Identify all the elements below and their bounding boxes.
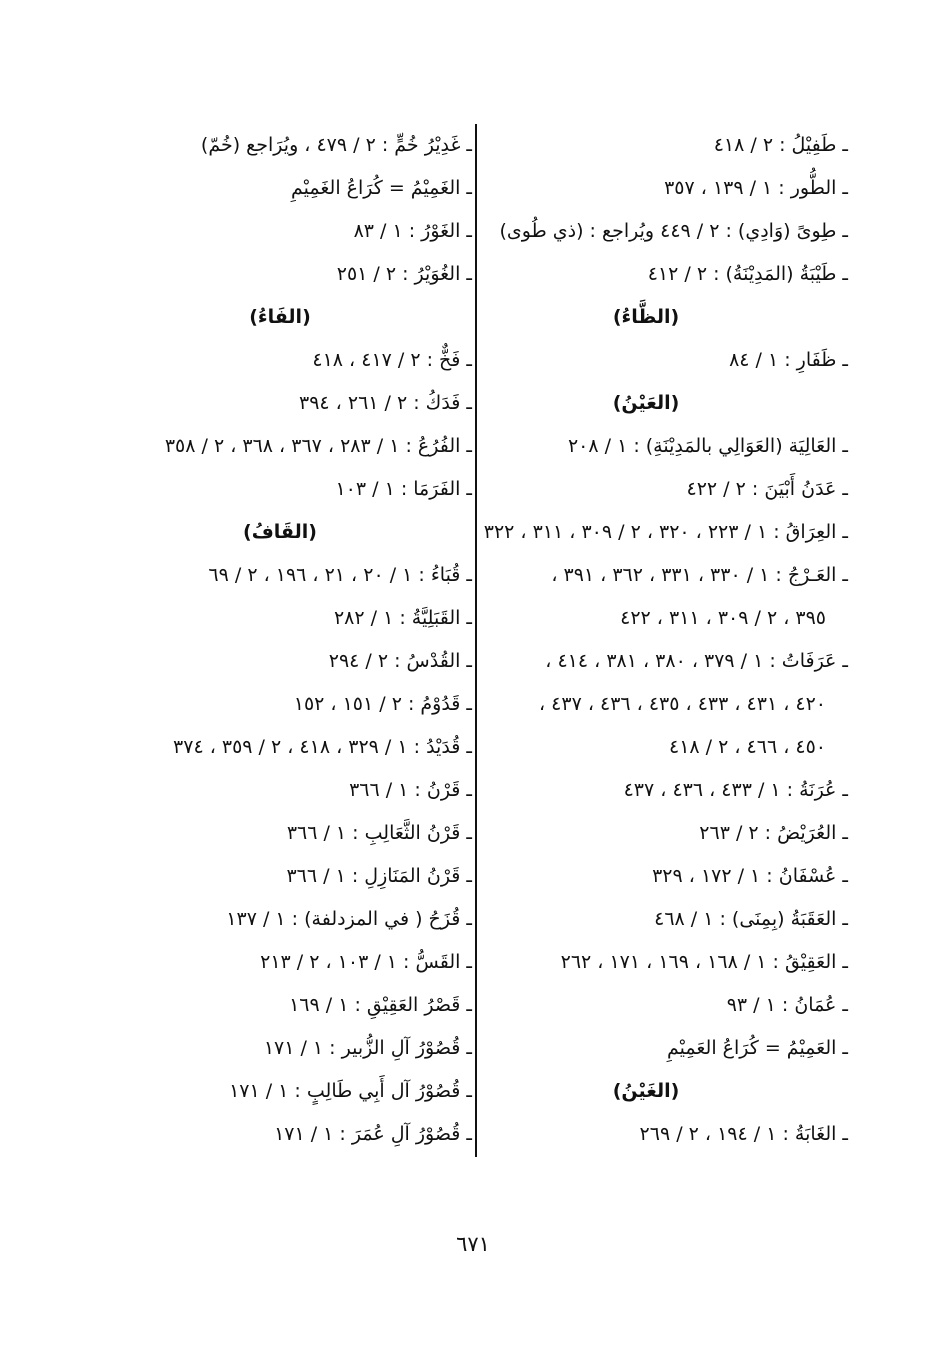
index-entry: ـ عُسْفَانُ : ١ / ١٧٢ ، ٣٢٩ [652, 865, 848, 887]
index-entry: ـ فَخٌّ : ٢ / ٤١٧ ، ٤١٨ [312, 349, 472, 371]
index-entry: ـ العِرَاقُ : ١ / ٢٢٣ ، ٣٢٠ ، ٢ / ٣٠٩ ، ٣١١ ، ٣٢٢ [483, 521, 848, 543]
index-entry: ـ قُصُوْرُ آل أَبِي طَالِبٍ : ١ / ١٧١ [229, 1080, 472, 1102]
index-entry: ـ القَسُّ : ١ / ١٠٣ ، ٢ / ٢١٣ [260, 951, 472, 973]
index-entry-continuation: ٤٢٠ ، ٤٣١ ، ٤٣٣ ، ٤٣٥ ، ٤٣٦ ، ٤٣٧ ، [538, 693, 826, 715]
index-entry: ـ قُبَاءُ : ١ / ٢٠ ، ٢١ ، ١٩٦ ، ٢ / ٦٩ [208, 564, 472, 586]
index-entry: ـ الغَابَةُ : ١ / ١٩٤ ، ٢ / ٢٦٩ [639, 1123, 848, 1145]
index-entry: ـ عَدَنُ أَبْيَنَ : ٢ / ٤٢٢ [686, 478, 848, 500]
index-entry: ـ الطُّور : ١ / ١٣٩ ، ٣٥٧ [664, 177, 848, 199]
index-entry: ـ العَقِيْقُ : ١ / ١٦٨ ، ١٦٩ ، ١٧١ ، ٢٦٢ [560, 951, 848, 973]
index-entry: ـ قُصُوْرُ آلِ الزُّبير : ١ / ١٧١ [263, 1037, 472, 1059]
index-entry: ـ العَـرْجُ : ١ / ٣٣٠ ، ٣٣١ ، ٣٦٢ ، ٣٩١ ، [551, 564, 848, 586]
index-entry: ـ قَدُوْمُ : ٢ / ١٥١ ، ١٥٢ [293, 693, 472, 715]
index-entry: ـ طَفِيْلُ : ٢ / ٤١٨ [713, 134, 848, 156]
index-entry: ـ غَدِيْرُ خُمٍّ : ٢ / ٤٧٩ ، ويُرَاجع (خُمّ) [200, 134, 472, 156]
index-entry: ـ قَرْنُ الثَّعَالِبِ : ١ / ٣٦٦ [286, 822, 472, 844]
index-entry: ـ فَدَكُ : ٢ / ٢٦١ ، ٣٩٤ [299, 392, 472, 414]
index-entry: ـ الغَوْرُ : ١ / ٨٣ [353, 220, 472, 242]
index-entry: ـ العَقَبَةُ (بِمِنَى) : ١ / ٤٦٨ [654, 908, 848, 930]
index-entry: ـ القَبَلِيَّةُ : ١ / ٢٨٢ [333, 607, 472, 629]
index-entry: ـ طِوىً (وَادِي) : ٢ / ٤٤٩ ويُراجع : (ذي طُوى) [499, 220, 848, 242]
index-column-left [136, 124, 472, 1156]
section-heading: (القَافُ) [243, 521, 317, 543]
index-entry: ـ العُرَيْضُ : ٢ / ٢٦٣ [699, 822, 848, 844]
section-heading: (الظَّاءُ) [612, 306, 680, 328]
index-entry: ـ الفَرَمَا : ١ / ١٠٣ [335, 478, 472, 500]
index-column-right [483, 124, 848, 1156]
column-divider [475, 124, 477, 1157]
index-entry: ـ قُصُوْرُ آلِ عُمَرَ : ١ / ١٧١ [274, 1123, 472, 1145]
section-heading: (العَيْنُ) [612, 392, 680, 414]
index-entry: ـ الغَمِيْمُ = كُرَاعُ الغَمِيْمِ [291, 177, 472, 199]
index-entry-continuation: ٣٩٥ ، ٢ / ٣٠٩ ، ٣١١ ، ٤٢٢ [620, 607, 826, 629]
index-entry: ـ قَرْنُ : ١ / ٣٦٦ [349, 779, 472, 801]
index-entry-continuation: ٤٥٠ ، ٤٦٦ ، ٢ / ٤١٨ [668, 736, 826, 758]
index-entry: ـ الغُوَيْرُ : ٢ / ٢٥١ [336, 263, 472, 285]
index-entry: ـ طَيْبَةُ (المَدِيْنَةُ) : ٢ / ٤١٢ [647, 263, 848, 285]
index-entry: ـ قُدَيْدُ : ١ / ٣٢٩ ، ٤١٨ ، ٢ / ٣٥٩ ، ٣٧٤ [173, 736, 472, 758]
index-entry: ـ عَرَفَاتُ : ١ / ٣٧٩ ، ٣٨٠ ، ٣٨١ ، ٤١٤ ، [545, 650, 848, 672]
page-number: ٦٧١ [456, 1232, 490, 1256]
index-entry: ـ قُزَحُ ( في المزدلفة) : ١ / ١٣٧ [226, 908, 472, 930]
index-entry: ـ العَمِيْمُ = كُرَاعُ العَمِيْمِ [667, 1037, 848, 1059]
index-entry: ـ عُمَانُ : ١ / ٩٣ [726, 994, 848, 1016]
section-heading: (الفَاءُ) [249, 306, 311, 328]
index-entry: ـ عُرَنَةُ : ١ / ٤٣٣ ، ٤٣٦ ، ٤٣٧ [623, 779, 848, 801]
index-entry: ـ ظَفَارِ : ١ / ٨٤ [729, 349, 848, 371]
index-entry: ـ العَالِيَة (العَوَالِي بالمَدِيْنَةِ) : ١ / ٢٠٨ [567, 435, 848, 457]
index-entry: ـ القُدْسُ : ٢ / ٢٩٤ [328, 650, 472, 672]
index-entry: ـ الفُرُعُ : ١ / ٢٨٣ ، ٣٦٧ ، ٣٦٨ ، ٢ / ٣٥٨ [164, 435, 472, 457]
index-entry: ـ قَرْنُ المَنَازِلِ : ١ / ٣٦٦ [286, 865, 472, 887]
index-entry: ـ قَصْرُ العَقِيْقِ : ١ / ١٦٩ [289, 994, 472, 1016]
section-heading: (الغَيْنُ) [612, 1080, 680, 1102]
